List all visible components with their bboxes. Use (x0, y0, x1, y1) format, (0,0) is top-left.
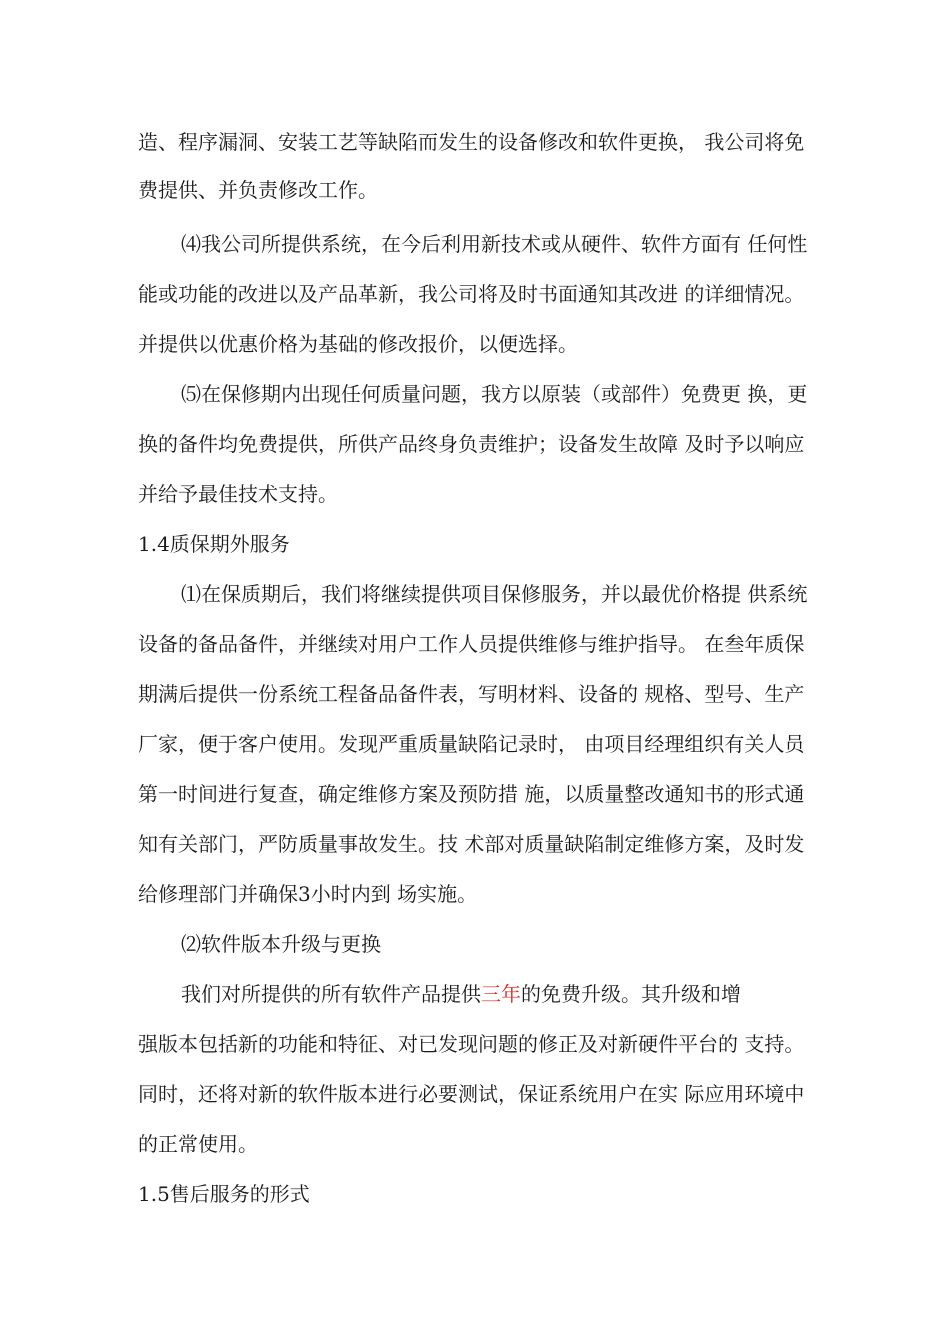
item-1-line: ⑴在保质期后，我们将继续提供项目保修服务，并以最优价格提 供系统 (181, 582, 808, 606)
body-line: 知有关部门，严防质量事故发生。技 术部对质量缺陷制定维修方案，及时发 (138, 832, 805, 856)
upgrade-line (181, 980, 881, 1008)
body-line: 并给予最佳技术支持。 (138, 482, 338, 506)
body-line: 设备的备品备件，并继续对用户工作人员提供维修与维护指导。 在叁年质保 (138, 632, 805, 656)
body-line: 厂家，便于客户使用。发现严重质量缺陷记录时， 由项目经理组织有关人员 (138, 732, 805, 756)
body-line: 换的备件均免费提供，所供产品终身负责维护；设备发生故障 及时予以响应 (138, 432, 805, 456)
body-line: 同时，还将对新的软件版本进行必要测试，保证系统用户在实 际应用环境中 (138, 1082, 805, 1106)
body-line: 强版本包括新的功能和特征、对已发现问题的修正及对新硬件平台的 支持。 (138, 1032, 805, 1056)
section-heading-1-4: 1.4质保期外服务 (138, 532, 290, 556)
section-heading-1-5: 1.5售后服务的形式 (138, 1182, 310, 1206)
upgrade-text-before: 我们对所提供的所有软件产品提供 (181, 982, 481, 1006)
upgrade-text-after: 的免费升级。其升级和增 (521, 982, 741, 1006)
body-line: 能或功能的改进以及产品革新，我公司将及时书面通知其改进 的详细情况。 (138, 282, 805, 306)
body-line: 并提供以优惠价格为基础的修改报价，以便选择。 (138, 332, 578, 356)
body-line: 的正常使用。 (138, 1132, 258, 1156)
body-line: 造、程序漏洞、安装工艺等缺陷而发生的设备修改和软件更换， 我公司将免 (138, 130, 805, 154)
body-line: 第一时间进行复查，确定维修方案及预防措 施，以质量整改通知书的形式通 (138, 782, 805, 806)
body-line: 给修理部门并确保3小时内到 场实施。 (138, 882, 478, 906)
item-4-line: ⑷我公司所提供系统，在今后利用新技术或从硬件、软件方面有 任何性 (181, 232, 808, 256)
item-2-heading: ⑵软件版本升级与更换 (181, 932, 381, 956)
body-line: 期满后提供一份系统工程备品备件表，写明材料、设备的 规格、型号、生产 (138, 682, 805, 706)
body-line: 费提供、并负责修改工作。 (138, 178, 378, 202)
item-5-line: ⑸在保修期内出现任何质量问题，我方以原装（或部件）免费更 换，更 (181, 382, 808, 406)
highlight-three-years: 三年 (481, 982, 521, 1006)
